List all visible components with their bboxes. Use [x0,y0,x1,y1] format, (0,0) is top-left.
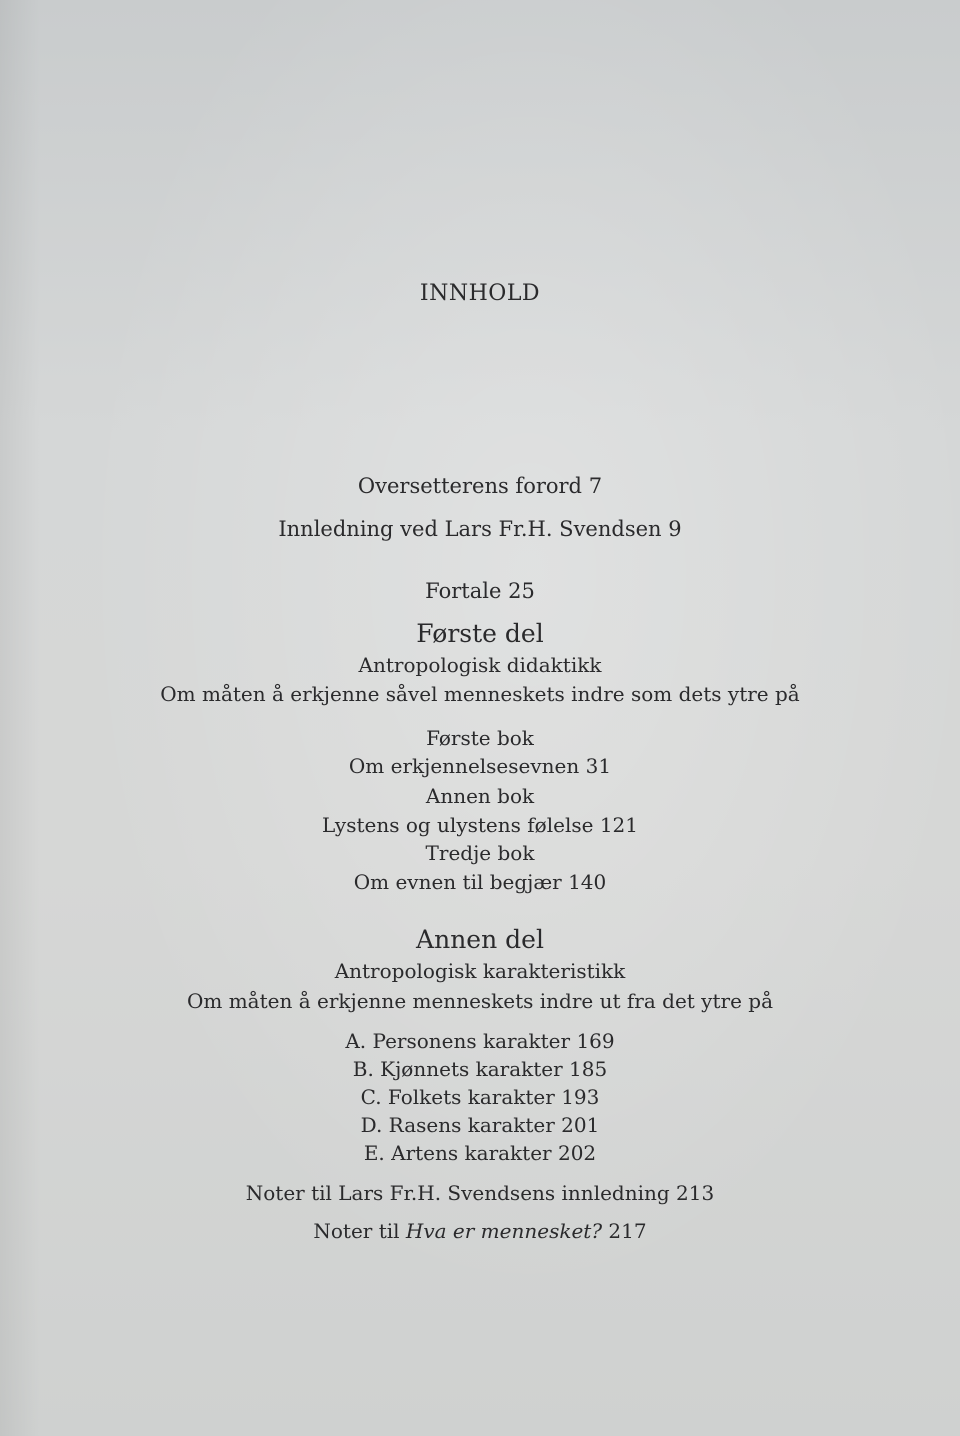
toc-entry-text: A. Personens karakter [345,1029,571,1053]
page-number: 213 [676,1181,715,1205]
toc-entry-text: D. Rasens karakter [360,1113,555,1137]
toc-entry-text: Lystens og ulystens følelse [321,813,594,837]
toc-entry-text: Om erkjennelsesevnen [348,754,580,778]
toc-entry-text: Noter til [313,1219,400,1243]
page-number: 217 [608,1219,647,1243]
page-number: 169 [576,1029,615,1053]
chapter-b-entry [0,1059,960,1079]
chapter-e-entry [0,1143,960,1163]
toc-entry-text: C. Folkets karakter [360,1085,555,1109]
page-number: 201 [561,1113,600,1137]
part-1-description: Om måten å erkjenne såvel menneskets indre som dets ytre på [160,682,800,706]
toc-entry-text: Innledning ved Lars Fr.H. Svendsen [278,517,662,541]
book-1-label: Første bok [426,726,534,750]
page-number: 25 [508,579,535,603]
toc-entry-preface [0,581,960,602]
book-2-label: Annen bok [425,784,535,808]
contents-heading: INNHOLD [419,281,541,306]
toc-entry-notes-main [0,1221,960,1241]
page-number: 31 [585,754,612,778]
part-1-title: Første del [416,619,544,648]
page-number: 185 [569,1057,608,1081]
page-number: 7 [588,474,603,498]
chapter-d-entry [0,1115,960,1135]
page-number: 193 [561,1085,600,1109]
part-2-title: Annen del [416,925,544,954]
page-number: 9 [668,517,682,541]
book-title-italic: Hva er mennesket? [405,1219,603,1243]
toc-entry-notes-introduction [0,1183,960,1203]
toc-entry-text: E. Artens karakter [363,1141,552,1165]
page-number: 121 [599,813,638,837]
toc-entry-text: Noter til Lars Fr.H. Svendsens innledning [245,1181,670,1205]
chapter-a-entry [0,1031,960,1051]
part-2-description: Om måten å erkjenne menneskets indre ut fra det ytre på [187,989,773,1013]
toc-entry-introduction [0,519,960,540]
toc-entry-text: B. Kjønnets karakter [352,1057,563,1081]
part-2-subtitle: Antropologisk karakteristikk [334,959,626,983]
toc-entry-text: Fortale [425,579,502,603]
book-2-entry [0,815,960,835]
page-number: 140 [568,870,607,894]
toc-entry-text: Oversetterens forord [357,474,583,498]
book-3-label: Tredje bok [425,841,535,865]
chapter-c-entry [0,1087,960,1107]
book-3-entry [0,872,960,892]
toc-entry-text: Om evnen til begjær [353,870,562,894]
part-1-subtitle: Antropologisk didaktikk [358,653,602,677]
page-number: 202 [557,1141,597,1165]
book-1-entry [0,756,960,776]
toc-entry-foreword [0,476,960,497]
